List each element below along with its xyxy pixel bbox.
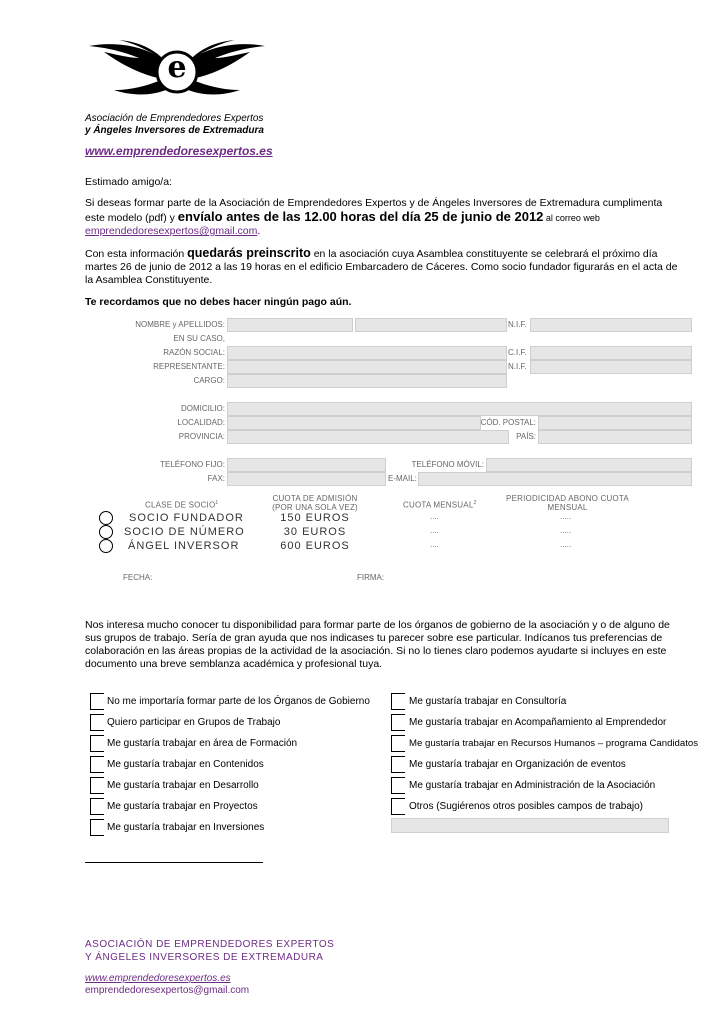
representante-field[interactable] <box>227 360 507 374</box>
interest-paragraph <box>85 619 725 671</box>
angel-inversor-mensual[interactable]: .... <box>430 540 439 549</box>
checkbox-acompanamiento[interactable] <box>391 714 405 731</box>
cuota-admision-line2: (POR UNA SOLA VEZ) <box>272 503 358 512</box>
clase-socio-header <box>145 500 218 510</box>
socio-fundador-periodicidad[interactable]: ..... <box>560 512 572 521</box>
telefono-fijo-field[interactable] <box>227 458 386 472</box>
org-name-line2: y Ángeles Inversores de Extremadura <box>85 125 264 136</box>
footer-org-line1: ASOCIACIÓN DE EMPRENDEDORES EXPERTOS <box>85 939 335 950</box>
logo-letter: e <box>167 50 187 85</box>
checkbox-label-acompanamiento: Me gustaría trabajar en Acompañamiento al Emprendedor <box>409 717 667 728</box>
checkbox-organos-gobierno[interactable] <box>90 693 104 710</box>
razon-social-field[interactable] <box>227 346 507 360</box>
checkbox-proyectos[interactable] <box>90 798 104 815</box>
domicilio-field[interactable] <box>227 402 692 416</box>
nif-label: N.I.F. <box>508 320 527 329</box>
checkbox-label-grupos-trabajo: Quiero participar en Grupos de Trabajo <box>107 717 281 728</box>
p2-text2: en la asociación cuya Asamblea constituyente se celebrará el próximo día <box>310 248 658 260</box>
socio-numero-mensual[interactable]: .... <box>430 526 439 535</box>
cif-label: C.I.F. <box>508 348 527 357</box>
checkbox-label-otros: Otros (Sugiérenos otros posibles campos de trabajo) <box>409 801 644 812</box>
checkbox-label-organizacion-eventos: Me gustaría trabajar en Organización de eventos <box>409 759 626 770</box>
checkbox-inversiones[interactable] <box>90 819 104 836</box>
socio-numero-radio[interactable] <box>99 525 113 539</box>
nombre-field[interactable] <box>227 318 353 332</box>
checkbox-label-consultoria: Me gustaría trabajar en Consultoría <box>409 696 567 707</box>
p1-email-link[interactable]: emprendedoresexpertos@gmail.com <box>85 225 258 237</box>
email-field[interactable] <box>418 472 692 486</box>
p1-text-end: al correo web <box>543 213 600 223</box>
footnote-separator <box>85 862 263 863</box>
fax-field[interactable] <box>227 472 386 486</box>
p2-line2: martes 26 de junio de 2012 a las 19 horas en el edificio Embarcadero de Cáceres. Como socio fundador figurarás en el acta de <box>85 261 678 273</box>
otros-field[interactable] <box>391 818 669 833</box>
interest-line4: documento una breve semblanza académica y profesional tuya. <box>85 658 383 670</box>
fax-label: FAX: <box>207 474 225 483</box>
angel-inversor-admision: 600 EUROS <box>280 540 350 552</box>
org-name-line1: Asociación de Emprendedores Expertos <box>85 113 264 124</box>
greeting: Estimado amigo/a: <box>85 176 172 188</box>
p2-bold: quedarás preinscrito <box>187 246 311 260</box>
angel-inversor-label: ÁNGEL INVERSOR <box>128 540 240 552</box>
nif-representante-label: N.I.F. <box>508 362 527 371</box>
cif-field[interactable] <box>530 346 692 360</box>
apellidos-field[interactable] <box>355 318 507 332</box>
provincia-label: PROVINCIA: <box>178 432 225 441</box>
p1-text: este modelo (pdf) y <box>85 212 178 224</box>
checkbox-administracion[interactable] <box>391 777 405 794</box>
fecha-label: FECHA: <box>123 573 153 582</box>
clase-socio-text: CLASE DE SOCIO <box>145 500 216 510</box>
provincia-field[interactable] <box>227 430 509 444</box>
checkbox-label-desarrollo: Me gustaría trabajar en Desarrollo <box>107 780 259 791</box>
nif-representante-field[interactable] <box>530 360 692 374</box>
cod-postal-field[interactable] <box>538 416 692 430</box>
cuota-mensual-text: CUOTA MENSUAL <box>403 500 474 510</box>
localidad-field[interactable] <box>227 416 481 430</box>
cargo-field[interactable] <box>227 374 507 388</box>
socio-fundador-mensual[interactable]: .... <box>430 512 439 521</box>
header-website-link[interactable]: www.emprendedoresexpertos.es <box>85 144 273 158</box>
periodicidad-header <box>505 494 630 512</box>
periodicidad-line2: MENSUAL <box>547 503 588 512</box>
cuota-admision-line1: CUOTA DE ADMISIÓN <box>272 494 358 503</box>
cargo-label: CARGO: <box>193 376 225 385</box>
logo <box>84 40 270 116</box>
checkbox-label-organos-gobierno: No me importaría formar parte de los Órganos de Gobierno <box>107 696 370 707</box>
en-su-caso-label: EN SU CASO, <box>173 334 225 343</box>
cuota-admision-header <box>270 494 360 512</box>
interest-line2: sus grupos de trabajo. Sería de gran ayuda que nos indicases tu parecer sobre ese particular. Indícanos tus preferencias de <box>85 632 663 644</box>
p1-deadline: envíalo antes de las 12.00 horas del día 25 de junio de 2012 <box>177 209 544 224</box>
socio-fundador-admision: 150 EUROS <box>280 512 350 524</box>
footnote-1-marker: 1 <box>215 500 219 506</box>
socio-fundador-label: SOCIO FUNDADOR <box>129 512 244 524</box>
firma-label: FIRMA: <box>357 573 385 582</box>
checkbox-recursos-humanos[interactable] <box>391 735 405 752</box>
angel-inversor-radio[interactable] <box>99 539 113 553</box>
checkbox-formacion[interactable] <box>90 735 104 752</box>
checkbox-label-inversiones: Me gustaría trabajar en Inversiones <box>107 822 265 833</box>
localidad-label: LOCALIDAD: <box>177 418 225 427</box>
p1-period: . <box>257 225 261 237</box>
periodicidad-line1: PERIODICIDAD ABONO CUOTA <box>506 494 629 503</box>
p1-line3 <box>85 225 725 238</box>
p1-line2 <box>85 210 725 225</box>
checkbox-organizacion-eventos[interactable] <box>391 756 405 773</box>
razon-social-label: RAZÓN SOCIAL: <box>163 348 225 357</box>
email-label: E-MAIL: <box>388 474 417 483</box>
pais-field[interactable] <box>538 430 692 444</box>
telefono-movil-label: TELÉFONO MÓVIL: <box>411 460 484 469</box>
domicilio-label: DOMICILIO: <box>180 404 225 413</box>
nif-field[interactable] <box>530 318 692 332</box>
paragraph-2 <box>85 247 725 287</box>
socio-fundador-radio[interactable] <box>99 511 113 525</box>
socio-numero-label: SOCIO DE NÚMERO <box>124 526 245 538</box>
socio-numero-admision: 30 EUROS <box>283 526 347 538</box>
p2-text: Con esta información <box>85 248 188 260</box>
checkbox-otros[interactable] <box>391 798 405 815</box>
cuota-mensual-header <box>403 500 476 510</box>
checkbox-contenidos[interactable] <box>90 756 104 773</box>
checkbox-label-recursos-humanos: Me gustaría trabajar en Recursos Humanos – programa Candidatos <box>409 738 699 749</box>
telefono-movil-field[interactable] <box>486 458 692 472</box>
checkbox-label-proyectos: Me gustaría trabajar en Proyectos <box>107 801 258 812</box>
p1-line1: Si deseas formar parte de la Asociación de Emprendedores Expertos y de Ángeles Inversores de Extremadura cumplimenta <box>85 197 663 209</box>
checkbox-label-formacion: Me gustaría trabajar en área de Formación <box>107 738 298 749</box>
paragraph-1 <box>85 197 725 238</box>
nombre-label: NOMBRE y APELLIDOS: <box>135 320 225 329</box>
footer-email-link[interactable]: emprendedoresexpertos@gmail.com <box>85 985 250 996</box>
p2-line1 <box>85 247 725 261</box>
checkbox-consultoria[interactable] <box>391 693 405 710</box>
interest-line3: colaboración en las áreas propias de la actividad de la asociación. Si no lo tienes claro podemos ayudarte si incluyes en este <box>85 645 667 657</box>
checkbox-label-contenidos: Me gustaría trabajar en Contenidos <box>107 759 264 770</box>
telefono-fijo-label: TELÉFONO FIJO: <box>160 460 225 469</box>
footer-website-link[interactable]: www.emprendedoresexpertos.es <box>85 973 231 984</box>
paragraph-3: Te recordamos que no debes hacer ningún pago aún. <box>85 296 352 308</box>
socio-numero-periodicidad[interactable]: ..... <box>560 526 572 535</box>
footer-org-line2: Y ÁNGELES INVERSORES DE EXTREMADURA <box>85 952 324 963</box>
p2-line3: la Asamblea Constituyente. <box>85 274 213 286</box>
representante-label: REPRESENTANTE: <box>153 362 225 371</box>
pais-label: PAÍS: <box>516 432 536 441</box>
angel-inversor-periodicidad[interactable]: ..... <box>560 540 572 549</box>
interest-line1: Nos interesa mucho conocer tu disponibilidad para formar parte de los órganos de gobierno de la asociación y o de alguno de <box>85 619 670 631</box>
checkbox-grupos-trabajo[interactable] <box>90 714 104 731</box>
footnote-2-marker: 2 <box>473 500 477 506</box>
cod-postal-label: CÓD. POSTAL: <box>480 418 536 427</box>
checkbox-label-administracion: Me gustaría trabajar en Administración de la Asociación <box>409 780 656 791</box>
checkbox-desarrollo[interactable] <box>90 777 104 794</box>
